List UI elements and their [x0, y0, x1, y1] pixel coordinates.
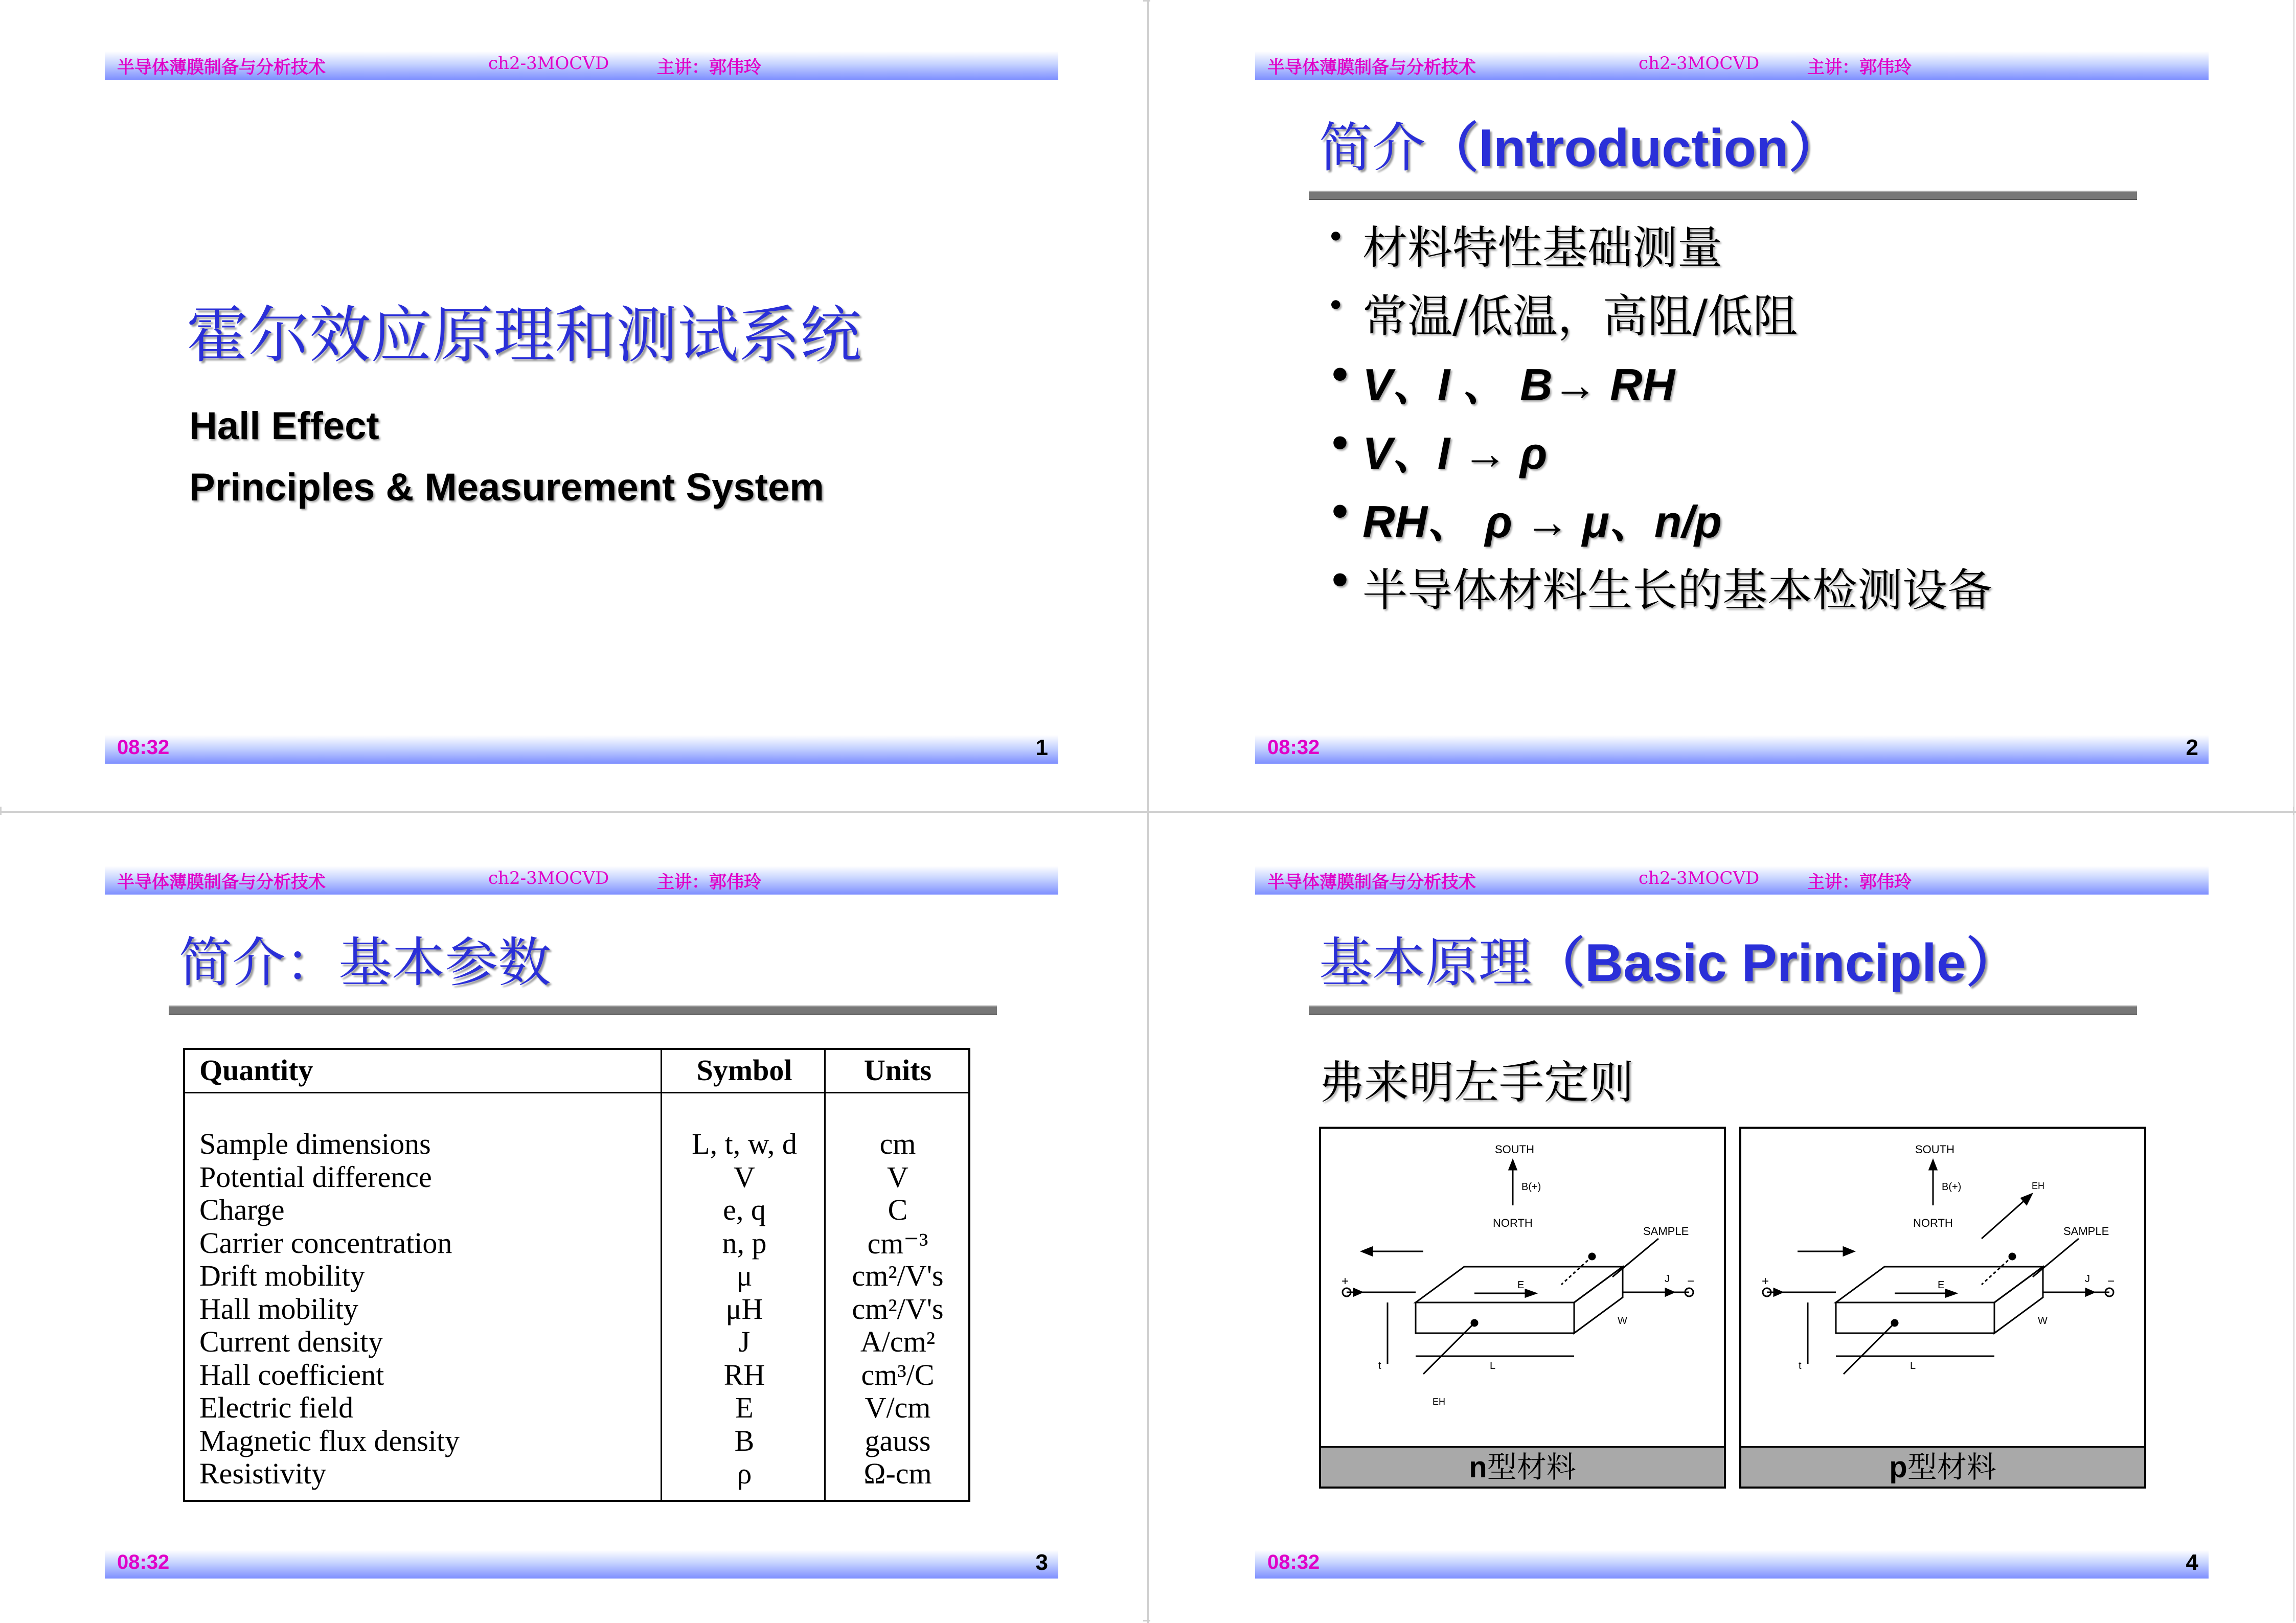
table-cell-symbol: μ	[736, 1259, 753, 1292]
slide-footer	[1255, 1550, 2209, 1579]
table-cell-quantity: Electric field	[199, 1391, 354, 1424]
label-e: E	[1938, 1279, 1945, 1291]
table-cell-quantity: Drift mobility	[199, 1259, 365, 1292]
table-cell-symbol: L, t, w, d	[692, 1127, 797, 1160]
label-t: t	[1378, 1360, 1381, 1371]
caption-p-type: p型材料	[1741, 1446, 2144, 1487]
subtitle-line-1: Hall Effect	[189, 404, 379, 448]
column-header-units: Units	[863, 1054, 932, 1087]
slide-header	[105, 51, 1058, 80]
table-cell-units: V	[887, 1160, 908, 1194]
chapter-code: ch2-3MOCVD	[1639, 868, 1760, 888]
table-cell-units: A/cm²	[860, 1325, 936, 1358]
label-plus: +	[1762, 1274, 1769, 1288]
label-j: J	[1665, 1273, 1670, 1285]
table-cell-quantity: Hall mobility	[199, 1292, 358, 1325]
slide-title: 简介：基本参数	[179, 931, 552, 994]
label-bfield: B(+)	[1942, 1181, 1962, 1193]
title-cn: 基本原理	[1319, 931, 1532, 994]
parameter-table	[183, 1048, 970, 1502]
table-cell-units: cm²/V's	[852, 1292, 944, 1325]
table-cell-units: cm⁻³	[867, 1226, 928, 1260]
table-cell-quantity: Sample dimensions	[199, 1127, 431, 1160]
slide-footer	[1255, 735, 2209, 764]
label-minus: −	[1687, 1274, 1695, 1288]
table-cell-units: V/cm	[865, 1391, 931, 1424]
label-e: E	[1517, 1279, 1525, 1291]
table-cell-symbol: V	[734, 1160, 755, 1194]
label-sample: SAMPLE	[1643, 1225, 1689, 1238]
table-row	[185, 1324, 968, 1357]
column-header-symbol: Symbol	[696, 1054, 792, 1087]
course-name: 半导体薄膜制备与分析技术	[1267, 872, 1476, 893]
label-l: L	[1910, 1360, 1916, 1371]
slide-header	[105, 866, 1058, 895]
title-rule	[169, 1005, 997, 1015]
footer-time: 08:32	[117, 1551, 170, 1573]
table-cell-quantity: Potential difference	[199, 1160, 432, 1194]
title-en: （Introduction）	[1425, 119, 1842, 178]
table-row	[185, 1193, 968, 1225]
slide-footer	[105, 1550, 1058, 1579]
hall-diagram-p-type	[1739, 1127, 2146, 1489]
lecturer: 主讲：郭伟玲	[1807, 57, 1912, 78]
table-cell-quantity: Hall coefficient	[199, 1358, 384, 1391]
subtitle-line-2: Principles & Measurement System	[189, 466, 824, 509]
slide-number: 2	[2186, 735, 2198, 760]
table-row	[185, 1259, 968, 1291]
chapter-code: ch2-3MOCVD	[488, 53, 609, 74]
slide-number: 3	[1035, 1550, 1048, 1575]
table-cell-symbol: μH	[725, 1292, 763, 1325]
slide-title	[1319, 920, 2019, 996]
table-row	[185, 1127, 968, 1159]
label-south: SOUTH	[1495, 1143, 1534, 1156]
title-rule	[1309, 191, 2137, 200]
slide-4	[1150, 815, 2293, 1621]
hall-effect-diagram	[1741, 1129, 2144, 1446]
label-north: NORTH	[1913, 1217, 1953, 1229]
label-t: t	[1799, 1360, 1802, 1371]
slide-3	[0, 815, 1143, 1621]
lecturer: 主讲：郭伟玲	[1807, 872, 1912, 893]
table-cell-units: Ω-cm	[863, 1457, 932, 1490]
table-cell-units: gauss	[865, 1424, 931, 1457]
label-plus: +	[1342, 1274, 1349, 1288]
label-w: W	[2038, 1315, 2048, 1327]
slide-number: 1	[1035, 735, 1048, 760]
slide-2: 半导体薄膜制备与分析技术 ch2-3MOCVD 主讲：郭伟玲 简介（Introduction） • 材料特性基础测量 • 常温/低温，高阻/低阻 • V、I 、 B→ RH • V、I → ρ • RH、 ρ → μ、n/p • 半导体材料生长的基本检测设备 08:32 2	[1150, 0, 2293, 807]
table-cell-symbol: RH	[723, 1358, 765, 1391]
table-cell-symbol: ρ	[737, 1457, 752, 1490]
table-cell-units: C	[888, 1193, 908, 1226]
lecturer: 主讲：郭伟玲	[657, 57, 761, 78]
footer-time: 08:32	[1267, 736, 1320, 759]
hall-effect-diagram	[1321, 1129, 1724, 1446]
label-j: J	[2085, 1273, 2090, 1285]
table-cell-quantity: Magnetic flux density	[199, 1424, 460, 1457]
title-rule	[1309, 1005, 2137, 1015]
table-row	[185, 1226, 968, 1259]
table-row	[185, 1292, 968, 1324]
label-w: W	[1618, 1315, 1627, 1327]
chapter-code: ch2-3MOCVD	[488, 868, 609, 888]
table-cell-symbol: E	[735, 1391, 754, 1424]
table-cell-quantity: Resistivity	[199, 1457, 327, 1490]
label-bfield: B(+)	[1521, 1181, 1541, 1193]
slide-header	[1255, 51, 2209, 80]
footer-time: 08:32	[1267, 1551, 1320, 1573]
table-cell-quantity: Charge	[199, 1193, 285, 1226]
table-cell-symbol: B	[734, 1424, 755, 1457]
hall-diagram-n-type	[1319, 1127, 1726, 1489]
course-name: 半导体薄膜制备与分析技术	[117, 872, 326, 893]
grid-divider-horizontal	[0, 811, 2296, 813]
chapter-code: ch2-3MOCVD	[1639, 53, 1760, 74]
title-cn: 简介	[1319, 117, 1426, 179]
slide-number: 4	[2186, 1550, 2198, 1575]
table-cell-quantity: Current density	[199, 1325, 383, 1358]
table-row	[185, 1390, 968, 1423]
table-row	[185, 1456, 968, 1489]
slide-title: 霍尔效应原理和测试系统	[187, 300, 861, 371]
label-sample: SAMPLE	[2063, 1225, 2109, 1238]
table-cell-quantity: Carrier concentration	[199, 1226, 452, 1260]
slide-footer	[105, 735, 1058, 764]
slide-subtitle: 弗来明左手定则	[1319, 1056, 1634, 1109]
slide-header	[1255, 866, 2209, 895]
table-cell-units: cm	[879, 1127, 916, 1160]
label-minus: −	[2107, 1274, 2115, 1288]
label-eh: EH	[2032, 1181, 2045, 1191]
slide-title	[1319, 105, 1842, 181]
course-name: 半导体薄膜制备与分析技术	[117, 57, 326, 78]
course-name: 半导体薄膜制备与分析技术	[1267, 57, 1476, 78]
label-l: L	[1490, 1360, 1496, 1371]
table-row	[185, 1424, 968, 1456]
table-cell-symbol: e, q	[723, 1193, 766, 1226]
table-cell-units: cm³/C	[861, 1358, 935, 1391]
title-en: （Basic Principle）	[1532, 933, 2019, 993]
label-eh: EH	[1433, 1397, 1446, 1407]
table-cell-units: cm²/V's	[852, 1259, 944, 1292]
lecturer: 主讲：郭伟玲	[657, 872, 761, 893]
table-row	[185, 1358, 968, 1390]
table-cell-symbol: J	[738, 1325, 751, 1358]
footer-time: 08:32	[117, 736, 170, 759]
table-cell-symbol: n, p	[722, 1226, 767, 1260]
caption-n-type: n型材料	[1321, 1446, 1724, 1487]
column-header-quantity: Quantity	[199, 1054, 313, 1087]
slide-1	[0, 0, 1143, 807]
table-row	[185, 1160, 968, 1193]
label-north: NORTH	[1493, 1217, 1533, 1229]
label-south: SOUTH	[1915, 1143, 1954, 1156]
